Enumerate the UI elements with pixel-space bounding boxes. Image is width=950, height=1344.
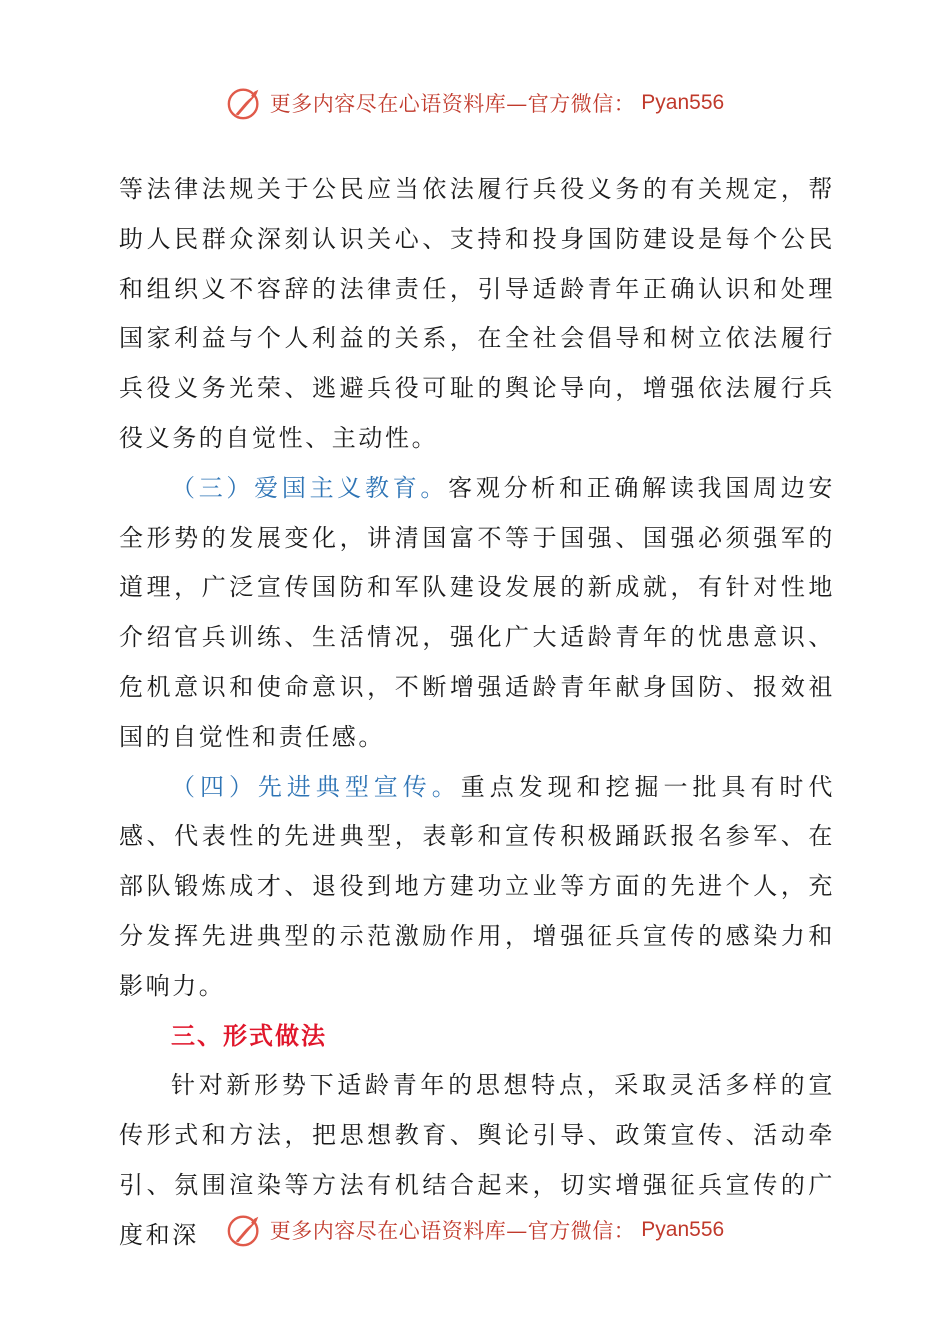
quill-logo-icon <box>226 84 264 122</box>
document-body <box>119 165 835 1261</box>
footer-watermark <box>0 1210 950 1250</box>
paragraph-continuation: 等法律法规关于公民应当依法履行兵役义务的有关规定，帮助人民群众深刻认识关心、支持和投身国防建设是每个公民和组织义不容辞的法律责任，引导适龄青年正确认识和处理国家利益与个人利益的关系，在全社会倡导和树立依法履行兵役义务光荣、逃避兵役可耻的舆论导向，增强依法履行兵役义务的自觉性、主动性。 <box>119 175 835 452</box>
sub-heading-model-publicity: （四）先进典型宣传。 <box>171 772 461 801</box>
footer-watermark-text: 更多内容尽在心语资料库—官方微信： <box>269 1219 636 1243</box>
quill-logo-icon <box>226 1211 264 1249</box>
header-watermark-id: Pyan556 <box>641 91 725 114</box>
section-model-publicity <box>119 763 835 1012</box>
sub-heading-patriotic-education: （三）爱国主义教育。 <box>171 473 449 502</box>
section-model-publicity-text: 重点发现和挖掘一批具有时代感、代表性的先进典型，表彰和宣传积极踊跃报名参军、在部队锻炼成才、退役到地方建功立业等方面的先进个人，充分发挥先进典型的示范激励作用，增强征兵宣传的感染力和影响力。 <box>119 772 835 1000</box>
section-heading-forms: 三、形式做法 <box>171 1021 327 1050</box>
header-watermark <box>0 83 950 123</box>
paragraph-forms: 针对新形势下适龄青年的思想特点，采取灵活多样的宣传形式和方法，把思想教育、舆论引导、政策宣传、活动牵引、氛围渲染等方法有机结合起来，切实增强征兵宣传的广度和深 <box>119 1071 835 1249</box>
header-watermark-text: 更多内容尽在心语资料库—官方微信： <box>269 92 636 116</box>
section-patriotic-education-text: 客观分析和正确解读我国周边安全形势的发展变化，讲清国富不等于国强、国强必须强军的道理，广泛宣传国防和军队建设发展的新成就，有针对性地介绍官兵训练、生活情况，强化广大适龄青年的忧患意识、危机意识和使命意识，不断增强适龄青年献身国防、报效祖国的自觉性和责任感。 <box>119 473 836 751</box>
footer-watermark-id: Pyan556 <box>641 1218 725 1241</box>
section-patriotic-education <box>119 464 835 763</box>
